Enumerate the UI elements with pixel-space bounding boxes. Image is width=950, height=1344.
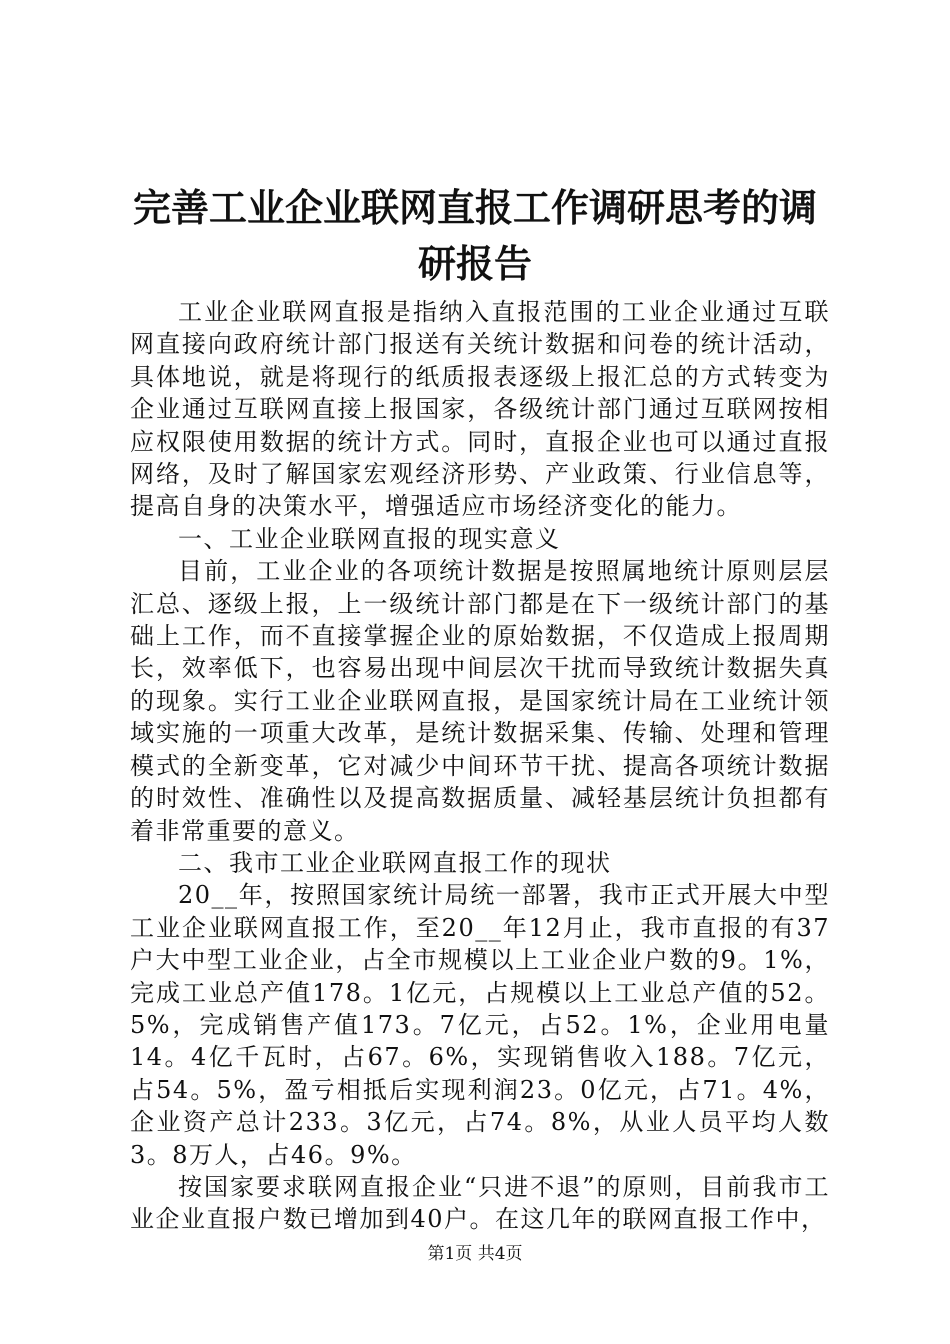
paragraph-continuation: 按国家要求联网直报企业“只进不退”的原则，目前我市工业企业直报户数已增加到40户。在这几年的联网直报工作中， (130, 1172, 830, 1234)
paragraph-significance: 目前，工业企业的各项统计数据是按照属地统计原则层层汇总、逐级上报，上一级统计部门都是在下一级统计部门的基础上工作，而不直接掌握企业的原始数据，不仅造成上报周期长，效率低下，也容易出现中间层次干扰而导致统计数据失真的现象。实行工业企业联网直报，是国家统计局在工业统计领域实施的一项重大改革，是统计数据采集、传输、处理和管理模式的全新变革，它对减少中间环节干扰、提高各项统计数据的时效性、准确性以及提高数据质量、减轻基层统计负担都有着非常重要的意义。 (130, 557, 830, 845)
section-heading-2: 二、我市工业企业联网直报工作的现状 (178, 848, 612, 877)
document-body (130, 296, 830, 1236)
section-heading-1: 一、工业企业联网直报的现实意义 (178, 524, 561, 553)
paragraph-intro: 工业企业联网直报是指纳入直报范围的工业企业通过互联网直接向政府统计部门报送有关统计数据和问卷的统计活动，具体地说，就是将现行的纸质报表逐级上报汇总的方式转变为企业通过互联网直接上报国家，各级统计部门通过互联网按相应权限使用数据的统计方式。同时，直报企业也可以通过直报网络，及时了解国家宏观经济形势、产业政策、行业信息等，提高自身的决策水平，增强适应市场经济变化的能力。 (130, 298, 830, 521)
document-title: 完善工业企业联网直报工作调研思考的调研报告 (132, 185, 817, 286)
page-footer: 第1页 共4页 (427, 1244, 523, 1264)
paragraph-status: 20__年，按照国家统计局统一部署，我市正式开展大中型工业企业联网直报工作，至20__年12月止，我市直报的有37户大中型工业企业，占全市规模以上工业企业户数的9。1%，完成工业总产值178。1亿元，占规模以上工业总产值的52。5%，完成销售产值173。7亿元，占52。1%，企业用电量14。4亿千瓦时，占67。6%，实现销售收入188。7亿元，占54。5%，盈亏相抵后实现利润23。0亿元，占71。4%，企业资产总计233。3亿元，占74。8%，从业人员平均人数3。8万人，占46。9%。 (130, 881, 830, 1169)
